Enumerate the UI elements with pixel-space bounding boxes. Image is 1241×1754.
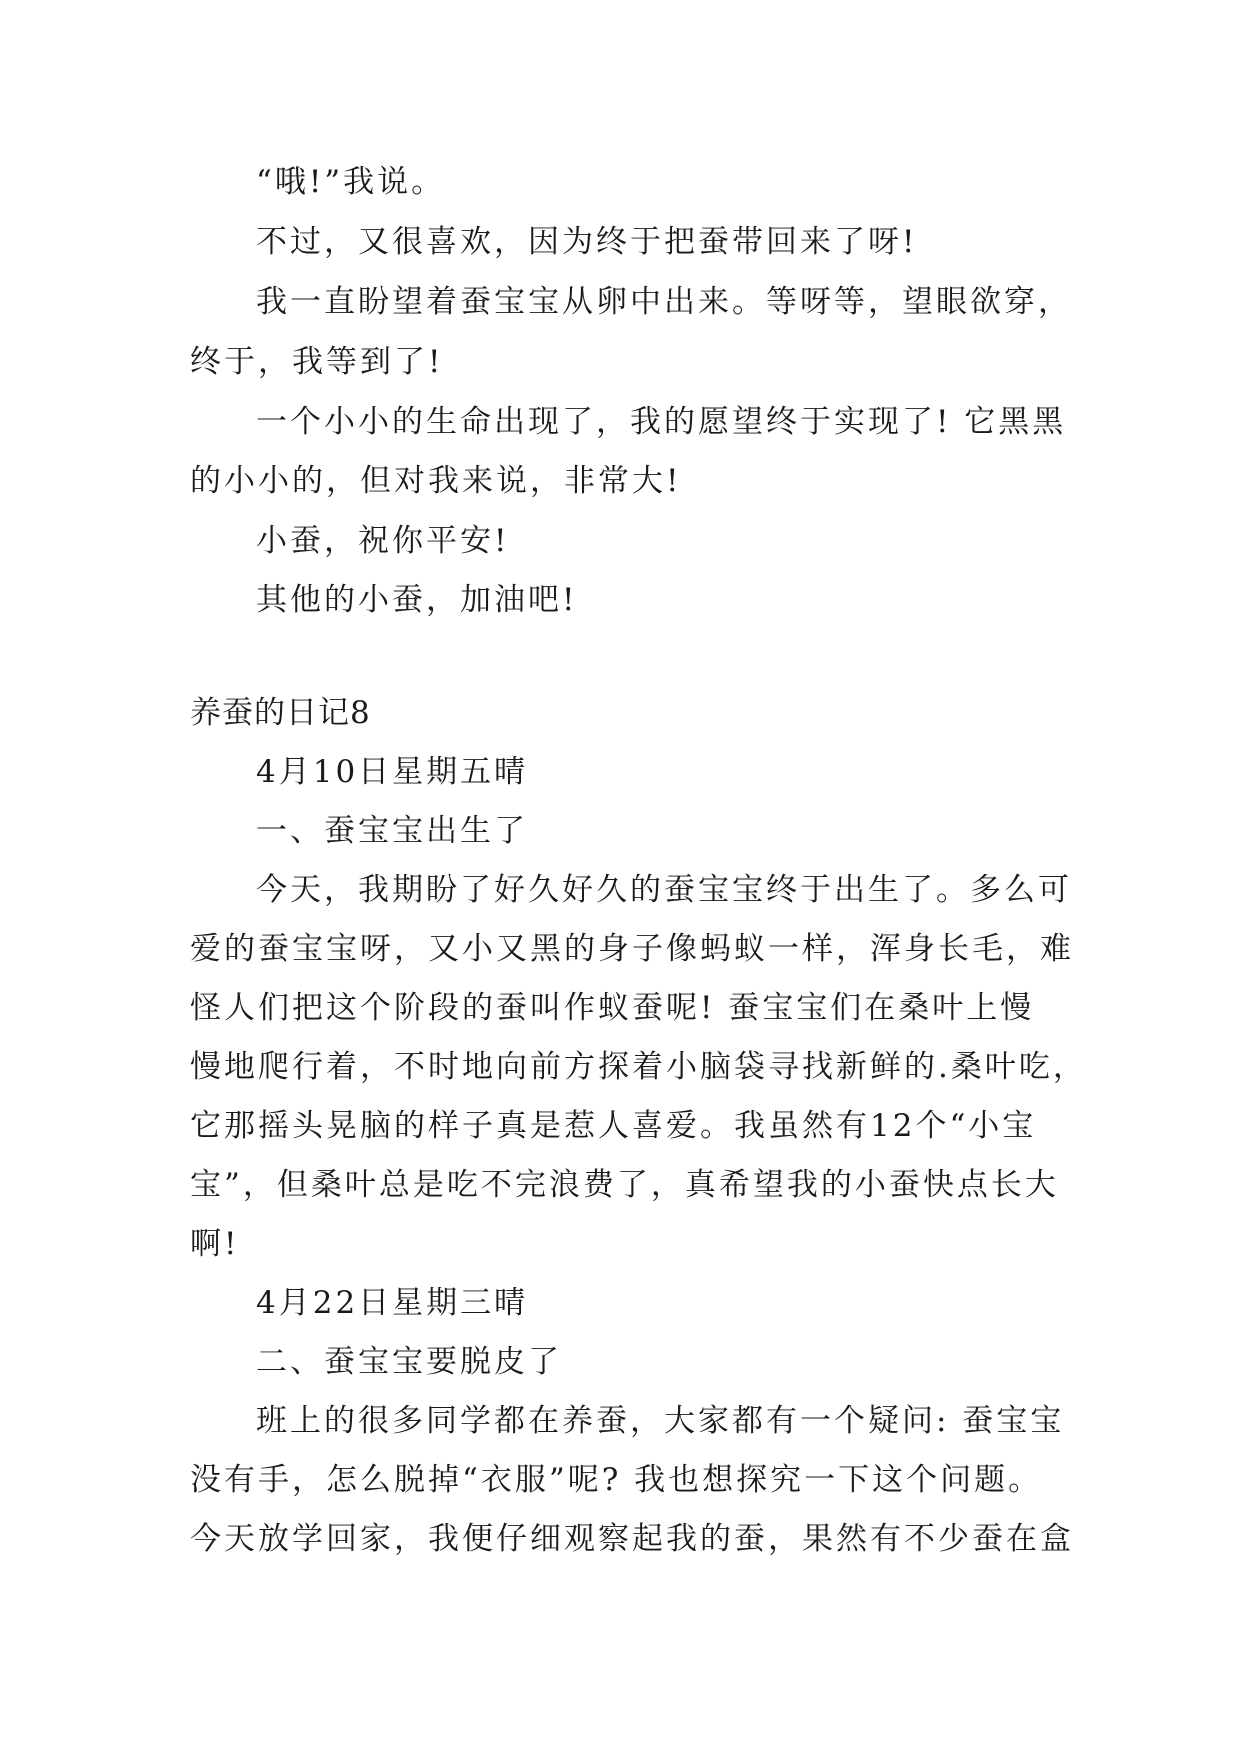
paragraph-line: 慢地爬行着，不时地向前方探着小脑袋寻找新鲜的.桑叶吃， bbox=[190, 1049, 1087, 1085]
subheading: 二、蚕宝宝要脱皮了 bbox=[256, 1344, 562, 1380]
subheading: 一、蚕宝宝出生了 bbox=[256, 813, 528, 849]
paragraph-line: 今天放学回家，我便仔细观察起我的蚕，果然有不少蚕在盒 bbox=[190, 1521, 1074, 1557]
paragraph-line: 小蚕，祝你平安! bbox=[256, 523, 510, 559]
paragraph-line: 不过，又很喜欢，因为终于把蚕带回来了呀! bbox=[256, 224, 918, 260]
paragraph-line: 宝”，但桑叶总是吃不完浪费了，真希望我的小蚕快点长大 bbox=[190, 1167, 1059, 1203]
paragraph-line: 的小小的，但对我来说，非常大! bbox=[190, 463, 682, 499]
paragraph-line: 啊! bbox=[190, 1226, 240, 1262]
paragraph-line: 它那摇头晃脑的样子真是惹人喜爱。我虽然有12个“小宝 bbox=[190, 1108, 1037, 1144]
section-title: 养蚕的日记8 bbox=[190, 695, 371, 731]
paragraph-line: 爱的蚕宝宝呀，又小又黑的身子像蚂蚁一样，浑身长毛，难 bbox=[190, 931, 1074, 967]
paragraph-line: 没有手，怎么脱掉“衣服”呢? 我也想探究一下这个问题。 bbox=[190, 1462, 1043, 1498]
paragraph-line: 我一直盼望着蚕宝宝从卵中出来。等呀等，望眼欲穿， bbox=[256, 284, 1072, 320]
date-line: 4月10日星期五晴 bbox=[256, 754, 529, 790]
paragraph-line: “哦!”我说。 bbox=[256, 164, 446, 200]
paragraph-line: 班上的很多同学都在养蚕，大家都有一个疑问: 蚕宝宝 bbox=[256, 1403, 1065, 1439]
paragraph-line: 今天，我期盼了好久好久的蚕宝宝终于出生了。多么可 bbox=[256, 872, 1072, 908]
paragraph-line: 其他的小蚕，加油吧! bbox=[256, 582, 578, 618]
paragraph-line: 一个小小的生命出现了，我的愿望终于实现了! 它黑黑 bbox=[256, 404, 1067, 440]
paragraph-line: 怪人们把这个阶段的蚕叫作蚁蚕呢! 蚕宝宝们在桑叶上慢 bbox=[190, 990, 1035, 1026]
paragraph-line: 终于，我等到了! bbox=[190, 344, 444, 380]
date-line: 4月22日星期三晴 bbox=[256, 1285, 529, 1321]
